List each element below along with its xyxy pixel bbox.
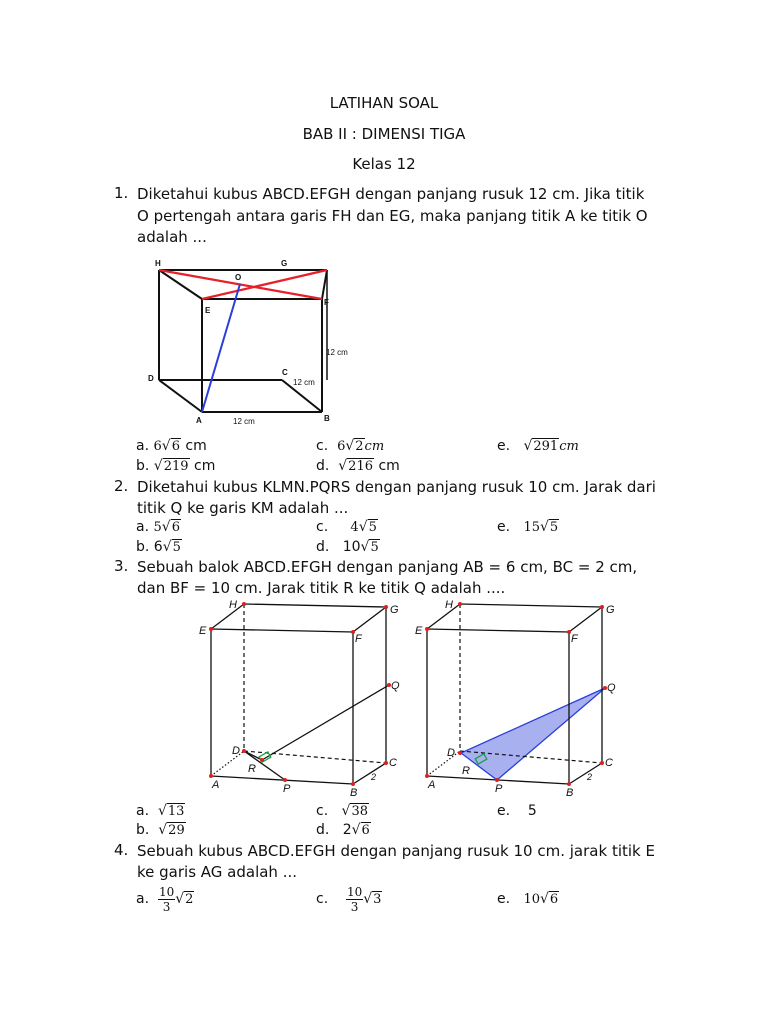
label-e: E xyxy=(199,625,207,637)
cube-figure-q1 xyxy=(140,254,370,430)
q4-option-e[interactable]: e. 10√6 xyxy=(497,891,559,907)
q1-option-c[interactable]: c. 6√2cm xyxy=(316,438,385,454)
label-g: G xyxy=(390,604,399,616)
question-4-line-1: Sebuah kubus ABCD.EFGH dengan panjang rusuk 10 cm. jarak titik E xyxy=(137,842,655,860)
question-1-line-3: adalah ... xyxy=(137,228,207,246)
label-h: H xyxy=(155,259,161,268)
label-b: B xyxy=(566,787,574,799)
label-c: C xyxy=(389,757,397,769)
box-figure-q3-right xyxy=(412,596,622,802)
label-f: F xyxy=(355,633,362,645)
q4-option-c[interactable]: c. $\frac{10}{3}$ √3 xyxy=(316,884,382,914)
label-q: Q xyxy=(391,680,400,692)
label-b: B xyxy=(324,414,330,423)
label-e: E xyxy=(415,625,423,637)
label-2: 2 xyxy=(587,772,593,782)
question-2-line-2: titik Q ke garis KM adalah ... xyxy=(137,499,349,517)
question-1-line-1: Diketahui kubus ABCD.EFGH dengan panjang rusuk 12 cm. Jika titik xyxy=(137,185,645,203)
question-4-line-2: ke garis AG adalah ... xyxy=(137,863,298,881)
label-f: F xyxy=(324,298,329,307)
label-a: A xyxy=(212,779,220,791)
q3-option-c[interactable]: c. √38 xyxy=(316,803,368,819)
grade-label: Kelas 12 xyxy=(352,155,416,173)
q2-option-e[interactable]: e. 15√5 xyxy=(497,519,559,535)
question-2-number: 2. xyxy=(114,477,129,495)
segment-ao xyxy=(202,284,240,412)
q2-option-b[interactable]: b. 6√5 xyxy=(136,539,181,555)
edge-da xyxy=(159,380,202,412)
question-1-line-2: O pertengah antara garis FH dan EG, maka panjang titik A ke titik O xyxy=(137,207,648,225)
chapter-title: BAB II : DIMENSI TIGA xyxy=(302,125,466,143)
label-p: P xyxy=(495,783,503,795)
q4-option-a[interactable]: a. $\frac{10}{3}$ √2 xyxy=(136,884,194,914)
diagonal-eg xyxy=(202,270,327,299)
label-f: F xyxy=(571,633,578,645)
q2-option-a[interactable]: a. 5√6 xyxy=(136,519,180,535)
label-q: Q xyxy=(607,682,616,694)
q3-option-e[interactable]: e. 5 xyxy=(497,803,537,819)
label-o: O xyxy=(235,273,242,282)
label-h: H xyxy=(445,599,453,611)
q1-option-e[interactable]: e. √291cm xyxy=(497,438,579,454)
label-g: G xyxy=(606,604,615,616)
label-r: R xyxy=(462,765,470,777)
label-b: B xyxy=(350,787,358,799)
question-3-line-1: Sebuah balok ABCD.EFGH dengan panjang AB = 6 cm, BC = 2 cm, xyxy=(137,558,638,576)
label-c: C xyxy=(605,757,613,769)
box-figure-q3-left xyxy=(196,596,406,802)
label-r: R xyxy=(248,763,256,775)
label-a: A xyxy=(428,779,436,791)
label-a: A xyxy=(196,416,202,425)
q3-option-a[interactable]: a. √13 xyxy=(136,803,185,819)
q1-option-d[interactable]: d. √216 cm xyxy=(316,458,400,474)
q2-option-c[interactable]: c. 4√5 xyxy=(316,519,377,535)
page-title: LATIHAN SOAL xyxy=(329,94,439,112)
q2-option-d[interactable]: d. 10√5 xyxy=(316,539,379,555)
question-4-number: 4. xyxy=(114,841,129,859)
triangle-rpq xyxy=(461,688,605,780)
q1-option-b[interactable]: b. √219 cm xyxy=(136,458,216,474)
label-c: C xyxy=(282,368,288,377)
question-2-line-1: Diketahui kubus KLMN.PQRS dengan panjang rusuk 10 cm. Jarak dari xyxy=(137,478,656,496)
q3-option-d[interactable]: d. 2√6 xyxy=(316,822,370,838)
label-e: E xyxy=(205,306,211,315)
dim-height: 12 cm xyxy=(326,348,348,357)
dim-width: 12 cm xyxy=(233,417,255,426)
label-h: H xyxy=(229,599,237,611)
dim-depth: 12 cm xyxy=(293,378,315,387)
label-p: P xyxy=(283,783,291,795)
label-2: 2 xyxy=(371,772,377,782)
question-3-line-2: dan BF = 10 cm. Jarak titik R ke titik Q adalah .... xyxy=(137,579,506,597)
label-d: D xyxy=(148,374,154,383)
label-g: G xyxy=(281,259,288,268)
q1-option-a[interactable]: a. 6√6 cm xyxy=(136,438,207,454)
label-d: D xyxy=(232,745,240,757)
q3-option-b[interactable]: b. √29 xyxy=(136,822,185,838)
question-1-number: 1. xyxy=(114,184,129,202)
question-3-number: 3. xyxy=(114,557,129,575)
label-d: D xyxy=(447,747,455,759)
